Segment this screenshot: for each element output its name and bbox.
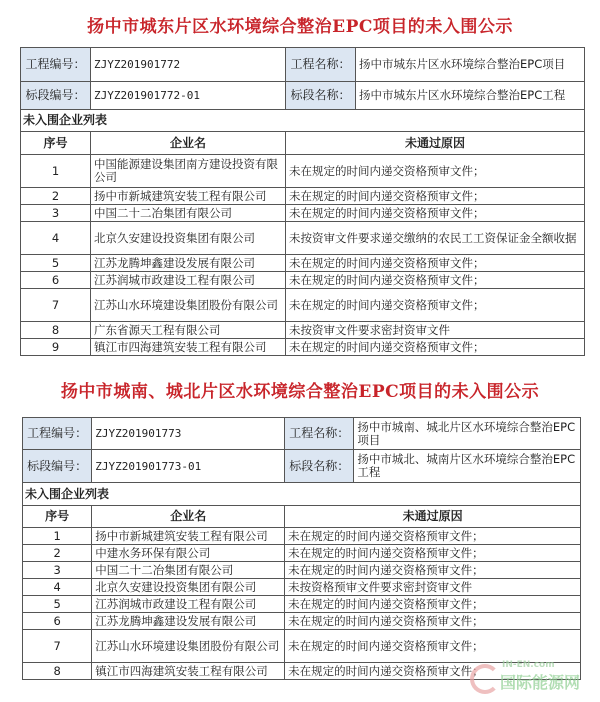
info-row — [23, 418, 581, 450]
row-number: 9 — [21, 339, 91, 356]
section-name-value: 扬中市城东片区水环境综合整治EPC工程 — [356, 82, 585, 110]
failure-reason: 未按资审文件要求密封资审文件 — [286, 322, 585, 339]
table-row — [21, 272, 585, 289]
info-row — [21, 48, 585, 82]
table-row — [21, 255, 585, 272]
failure-reason: 未在规定的时间内递交资格预审文件； — [286, 255, 585, 272]
company-name: 北京久安建设投资集团有限公司 — [92, 579, 285, 596]
failure-reason: 未按资审文件要求递交缴纳的农民工工资保证金全额收据 — [286, 222, 585, 255]
section-2-table — [22, 417, 581, 680]
failure-reason: 未在规定的时间内递交资格预审文件； — [285, 630, 581, 663]
company-name: 镇江市四海建筑安装工程有限公司 — [92, 663, 285, 680]
section-1-title: 扬中市城东片区水环境综合整治EPC项目的未入围公示 — [87, 17, 513, 37]
section-no-value: ZJYZ201901772-01 — [91, 82, 286, 110]
project-no-value: ZJYZ201901773 — [92, 418, 285, 450]
company-name: 江苏山水环境建设集团股份有限公司 — [91, 289, 286, 322]
project-name-label: 工程名称： — [285, 418, 354, 450]
company-name: 北京久安建设投资集团有限公司 — [91, 222, 286, 255]
project-no-label: 工程编号： — [23, 418, 92, 450]
table-row — [23, 545, 581, 562]
row-number: 5 — [21, 255, 91, 272]
project-no-value: ZJYZ201901772 — [91, 48, 286, 82]
row-number: 3 — [21, 205, 91, 222]
logo-icon — [470, 664, 500, 694]
table-row — [23, 613, 581, 630]
table-row — [21, 322, 585, 339]
row-number: 7 — [23, 630, 92, 663]
section-no-label: 标段编号： — [21, 82, 91, 110]
row-number: 8 — [21, 322, 91, 339]
table-row — [21, 155, 585, 188]
failure-reason: 未在规定的时间内递交资格预审文件； — [286, 205, 585, 222]
list-label: 未入围企业列表 — [21, 110, 585, 132]
section-name-label: 标段名称： — [285, 450, 354, 483]
watermark-line2: 国际能源网 — [500, 673, 581, 692]
table-row — [23, 579, 581, 596]
company-name: 扬中市新城建筑安装工程有限公司 — [91, 188, 286, 205]
company-name: 中国二十二冶集团有限公司 — [91, 205, 286, 222]
failure-reason: 未在规定的时间内递交资格预审文件； — [286, 155, 585, 188]
project-name-value: 扬中市城南、城北片区水环境综合整治EPC项目 — [354, 418, 581, 450]
failure-reason: 未在规定的时间内递交资格预审文件； — [286, 289, 585, 322]
table-row — [23, 528, 581, 545]
row-number: 8 — [23, 663, 92, 680]
table-row — [23, 562, 581, 579]
section-no-label: 标段编号： — [23, 450, 92, 483]
company-name: 广东省源天工程有限公司 — [91, 322, 286, 339]
table-row — [21, 205, 585, 222]
table-row — [21, 289, 585, 322]
failure-reason: 未在规定的时间内递交资格预审文件； — [286, 188, 585, 205]
row-number: 4 — [21, 222, 91, 255]
row-number: 5 — [23, 596, 92, 613]
table-row — [21, 339, 585, 356]
column-header-reason: 未通过原因 — [286, 132, 585, 155]
company-name: 镇江市四海建筑安装工程有限公司 — [91, 339, 286, 356]
table-header — [23, 506, 581, 528]
section-name-label: 标段名称： — [286, 82, 356, 110]
failure-reason: 未在规定的时间内递交资格预审文件； — [285, 528, 581, 545]
company-name: 江苏山水环境建设集团股份有限公司 — [92, 630, 285, 663]
row-number: 4 — [23, 579, 92, 596]
failure-reason: 未在规定的时间内递交资格预审文件； — [285, 545, 581, 562]
failure-reason: 未按资格预审文件要求密封资审文件 — [285, 579, 581, 596]
table-row — [23, 596, 581, 613]
company-name: 中国能源建设集团南方建设投资有限公司 — [91, 155, 286, 188]
failure-reason: 未在规定的时间内递交资格预审文件； — [285, 562, 581, 579]
failure-reason: 未在规定的时间内递交资格预审文件； — [285, 613, 581, 630]
column-header-company: 企业名 — [92, 506, 285, 528]
table-header — [21, 132, 585, 155]
info-row — [21, 82, 585, 110]
failure-reason: 未在规定的时间内递交资格预审文件； — [286, 339, 585, 356]
info-row — [23, 450, 581, 483]
row-number: 6 — [23, 613, 92, 630]
section-2-title: 扬中市城南、城北片区水环境综合整治EPC项目的未入围公示 — [60, 382, 540, 402]
row-number: 2 — [23, 545, 92, 562]
watermark-line1: IN-EN.com — [502, 660, 555, 670]
watermark-logo — [470, 660, 580, 693]
list-label: 未入围企业列表 — [23, 483, 581, 506]
column-header-company: 企业名 — [91, 132, 286, 155]
company-name: 中建水务环保有限公司 — [92, 545, 285, 562]
row-number: 7 — [21, 289, 91, 322]
column-header-seq: 序号 — [21, 132, 91, 155]
company-name: 江苏润城市政建设工程有限公司 — [91, 272, 286, 289]
section-1-table — [20, 47, 585, 356]
company-name: 扬中市新城建筑安装工程有限公司 — [92, 528, 285, 545]
company-name: 江苏龙腾坤鑫建设发展有限公司 — [92, 613, 285, 630]
table-row — [21, 222, 585, 255]
column-header-reason: 未通过原因 — [285, 506, 581, 528]
project-name-value: 扬中市城东片区水环境综合整治EPC项目 — [356, 48, 585, 82]
section-no-value: ZJYZ201901773-01 — [92, 450, 285, 483]
table-row — [23, 630, 581, 663]
company-name: 江苏润城市政建设工程有限公司 — [92, 596, 285, 613]
company-name: 江苏龙腾坤鑫建设发展有限公司 — [91, 255, 286, 272]
failure-reason: 未在规定的时间内递交资格预审文件； — [286, 272, 585, 289]
section-name-value: 扬中市城北、城南片区水环境综合整治EPC工程 — [354, 450, 581, 483]
row-number: 1 — [23, 528, 92, 545]
failure-reason: 未在规定的时间内递交资格预审文件； — [285, 663, 581, 680]
failure-reason: 未在规定的时间内递交资格预审文件； — [285, 596, 581, 613]
row-number: 3 — [23, 562, 92, 579]
row-number: 2 — [21, 188, 91, 205]
column-header-seq: 序号 — [23, 506, 92, 528]
project-name-label: 工程名称： — [286, 48, 356, 82]
company-name: 中国二十二冶集团有限公司 — [92, 562, 285, 579]
project-no-label: 工程编号： — [21, 48, 91, 82]
table-row — [21, 188, 585, 205]
row-number: 1 — [21, 155, 91, 188]
row-number: 6 — [21, 272, 91, 289]
